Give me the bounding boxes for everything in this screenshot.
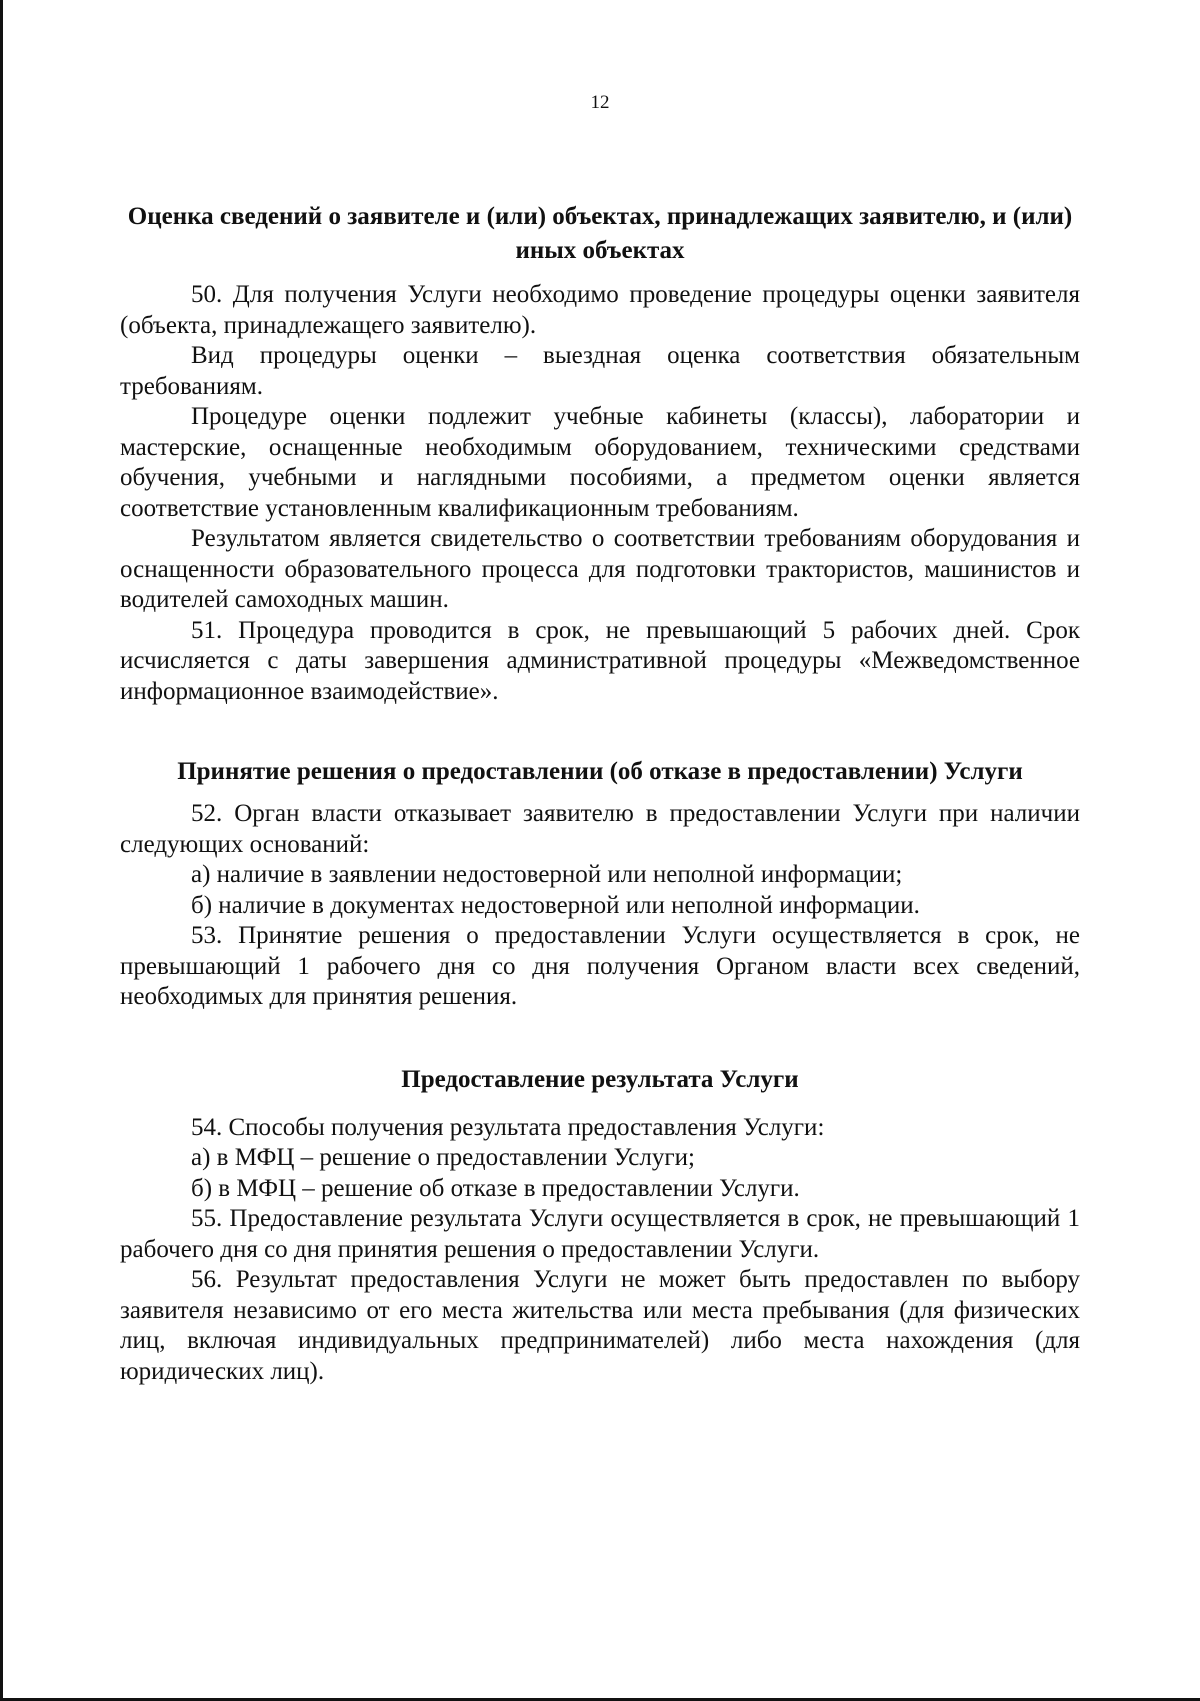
paragraph-54: 54. Способы получения результата предоставления Услуги: <box>191 1113 825 1141</box>
paragraph-procedure-result: Результатом является свидетельство о соответствии требованиям оборудования и оснащенности образовательного процесса для подготовки трактористов, машинистов и водителей самоходных машин. <box>120 525 1080 613</box>
scan-left-edge <box>0 0 3 1701</box>
section-heading: Оценка сведений о заявителе и (или) объектах, принадлежащих заявителю, и (или) иных объектах <box>127 203 1073 264</box>
paragraph-56: 56. Результат предоставления Услуги не может быть предоставлен по выбору заявителя независимо от его места жительства или места пребывания (для физических лиц, включая индивидуальных предпринимателей) либо места нахождения (для юридических лиц). <box>120 1266 1080 1385</box>
paragraph-50: 50. Для получения Услуги необходимо проведение процедуры оценки заявителя (объекта, принадлежащего заявителю). <box>120 281 1080 339</box>
paragraph-54-b: б) в МФЦ – решение об отказе в предоставлении Услуги. <box>191 1174 800 1202</box>
page-number: 12 <box>590 92 610 113</box>
paragraph-53: 53. Принятие решения о предоставлении Услуги осуществляется в срок, не превышающий 1 рабочего дня со дня получения Органом власти всех сведений, необходимых для принятия решения. <box>120 922 1080 1010</box>
paragraph-52-b: б) наличие в документах недостоверной или неполной информации. <box>191 891 920 919</box>
paragraph-52: 52. Орган власти отказывает заявителю в предоставлении Услуги при наличии следующих оснований: <box>120 800 1080 858</box>
paragraph-55: 55. Предоставление результата Услуги осуществляется в срок, не превышающий 1 рабочего дня со дня принятия решения о предоставлении Услуги. <box>120 1205 1080 1263</box>
paragraph-procedure-subject: Процедуре оценки подлежит учебные кабинеты (классы), лаборатории и мастерские, оснащенные необходимым оборудованием, техническими средствами обучения, учебными и наглядными пособиями, а предметом оценки является соответствие установленным квалификационным требованиям. <box>120 403 1080 522</box>
section-decision <box>120 755 1080 1013</box>
document-body <box>120 200 1080 1387</box>
section-applicant-assessment <box>120 200 1080 707</box>
section-heading: Предоставление результата Услуги <box>401 1065 799 1093</box>
paragraph-54-a: а) в МФЦ – решение о предоставлении Услуги; <box>191 1144 695 1171</box>
section-result-delivery <box>120 1063 1080 1388</box>
paragraph-procedure-type: Вид процедуры оценки – выездная оценка соответствия обязательным требованиям. <box>120 342 1080 400</box>
paragraph-52-a: а) наличие в заявлении недостоверной или неполной информации; <box>191 861 903 888</box>
paragraph-51: 51. Процедура проводится в срок, не превышающий 5 рабочих дней. Срок исчисляется с даты завершения административной процедуры «Межведомственное информационное взаимодействие». <box>120 616 1080 705</box>
section-heading: Принятие решения о предоставлении (об отказе в предоставлении) Услуги <box>177 758 1023 785</box>
